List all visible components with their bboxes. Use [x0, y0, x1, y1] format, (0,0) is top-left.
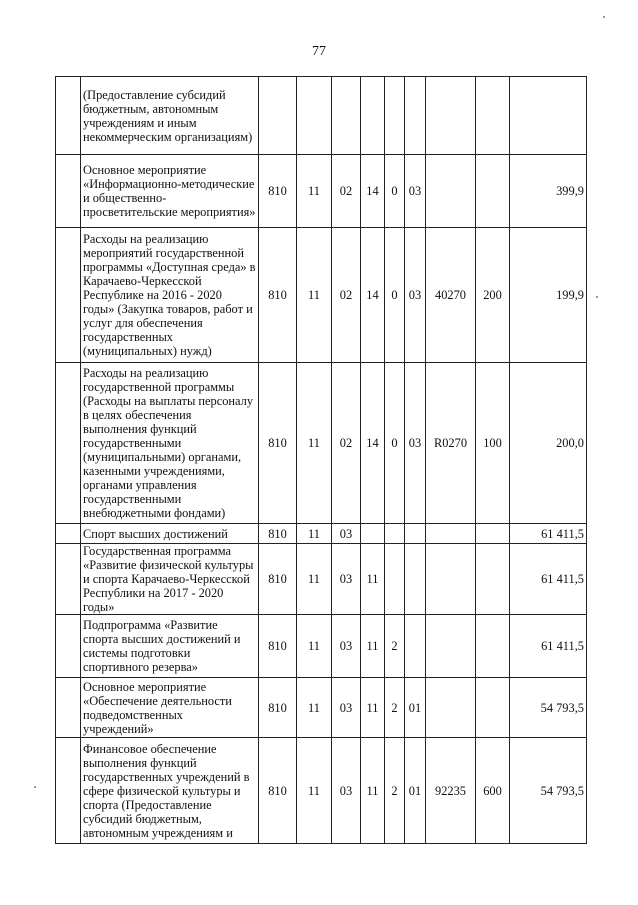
- grbs-cell: 810: [259, 524, 297, 544]
- page-number: 77: [312, 44, 326, 59]
- section-cell: 11: [297, 678, 332, 738]
- row-margin-cell: [56, 155, 81, 228]
- main-event-cell: 01: [405, 678, 426, 738]
- table-row: [56, 228, 587, 363]
- main-event-cell: [405, 615, 426, 678]
- program-cell: 11: [361, 544, 385, 615]
- section-cell: 11: [297, 228, 332, 363]
- table-row: [56, 155, 587, 228]
- amount-cell: 399,9: [510, 155, 587, 228]
- row-name-cell: Спорт высших достижений: [81, 524, 259, 544]
- subprogram-cell: 2: [385, 678, 405, 738]
- subprogram-cell: 0: [385, 228, 405, 363]
- table-row: [56, 363, 587, 524]
- table-row: [56, 738, 587, 844]
- expense-type-cell: 600: [476, 738, 510, 844]
- row-name-cell: Государственная программа «Развитие физической культуры и спорта Карачаево-Черкесской Республики на 2017 - 2020 годы»: [81, 544, 259, 615]
- table-row: [56, 615, 587, 678]
- amount-cell: 54 793,5: [510, 738, 587, 844]
- subsection-cell: 02: [332, 228, 361, 363]
- subprogram-cell: 0: [385, 155, 405, 228]
- table-row: [56, 678, 587, 738]
- expense-type-cell: [476, 524, 510, 544]
- subsection-cell: 02: [332, 155, 361, 228]
- grbs-cell: 810: [259, 615, 297, 678]
- direction-cell: [426, 155, 476, 228]
- direction-cell: [426, 615, 476, 678]
- row-name-cell: Основное мероприятие «Информационно-методические и общественно-просветительские мероприятия»: [81, 155, 259, 228]
- expense-type-cell: 200: [476, 228, 510, 363]
- row-margin-cell: [56, 524, 81, 544]
- row-name-cell: Финансовое обеспечение выполнения функций государственных учреждений в сфере физической культуры и спорта (Предоставление субсидий бюджетным, автономным учреждениям и: [81, 738, 259, 844]
- amount-cell: 61 411,5: [510, 524, 587, 544]
- subsection-cell: 03: [332, 524, 361, 544]
- main-event-cell: [405, 77, 426, 155]
- row-name-cell: Основное мероприятие «Обеспечение деятельности подведомственных учреждений»: [81, 678, 259, 738]
- row-name-cell: Подпрограмма «Развитие спорта высших достижений и системы подготовки спортивного резерва»: [81, 615, 259, 678]
- subprogram-cell: [385, 77, 405, 155]
- row-name-cell: (Предоставление субсидий бюджетным, автономным учреждениям и иным некоммерческим организациям): [81, 77, 259, 155]
- direction-cell: R0270: [426, 363, 476, 524]
- amount-cell: [510, 77, 587, 155]
- program-cell: 11: [361, 615, 385, 678]
- subsection-cell: 03: [332, 678, 361, 738]
- row-margin-cell: [56, 678, 81, 738]
- row-name-cell: Расходы на реализацию государственной программы (Расходы на выплаты персоналу в целях обеспечения выполнения функций государственными (муниципальными) органами, казенными учреждениями, органами управления государственными внебюджетными фондами): [81, 363, 259, 524]
- expense-type-cell: [476, 544, 510, 615]
- amount-cell: 199,9: [510, 228, 587, 363]
- main-event-cell: [405, 524, 426, 544]
- scan-speck: [603, 16, 605, 18]
- program-cell: 14: [361, 363, 385, 524]
- scan-speck: [34, 786, 36, 788]
- section-cell: 11: [297, 155, 332, 228]
- table-row: [56, 77, 587, 155]
- expense-type-cell: [476, 155, 510, 228]
- program-cell: [361, 524, 385, 544]
- section-cell: 11: [297, 615, 332, 678]
- program-cell: 11: [361, 678, 385, 738]
- subsection-cell: 03: [332, 615, 361, 678]
- program-cell: 11: [361, 738, 385, 844]
- direction-cell: [426, 544, 476, 615]
- section-cell: 11: [297, 363, 332, 524]
- program-cell: 14: [361, 228, 385, 363]
- subprogram-cell: 2: [385, 738, 405, 844]
- expense-type-cell: [476, 615, 510, 678]
- subsection-cell: [332, 77, 361, 155]
- program-cell: 14: [361, 155, 385, 228]
- amount-cell: 54 793,5: [510, 678, 587, 738]
- section-cell: 11: [297, 544, 332, 615]
- direction-cell: 40270: [426, 228, 476, 363]
- direction-cell: [426, 524, 476, 544]
- expense-type-cell: 100: [476, 363, 510, 524]
- row-margin-cell: [56, 615, 81, 678]
- subprogram-cell: [385, 524, 405, 544]
- section-cell: 11: [297, 738, 332, 844]
- subprogram-cell: 0: [385, 363, 405, 524]
- row-margin-cell: [56, 738, 81, 844]
- table-row: [56, 544, 587, 615]
- section-cell: 11: [297, 524, 332, 544]
- row-name-cell: Расходы на реализацию мероприятий государственной программы «Доступная среда» в Карачаево-Черкесской Республике на 2016 - 2020 годы» (Закупка товаров, работ и услуг для обеспечения государственных (муниципальных) нужд): [81, 228, 259, 363]
- table-row: [56, 524, 587, 544]
- program-cell: [361, 77, 385, 155]
- budget-table: [55, 76, 587, 844]
- main-event-cell: 01: [405, 738, 426, 844]
- main-event-cell: [405, 544, 426, 615]
- grbs-cell: 810: [259, 544, 297, 615]
- subsection-cell: 03: [332, 738, 361, 844]
- amount-cell: 61 411,5: [510, 544, 587, 615]
- subsection-cell: 03: [332, 544, 361, 615]
- grbs-cell: 810: [259, 228, 297, 363]
- row-margin-cell: [56, 77, 81, 155]
- direction-cell: [426, 678, 476, 738]
- row-margin-cell: [56, 228, 81, 363]
- row-margin-cell: [56, 544, 81, 615]
- subsection-cell: 02: [332, 363, 361, 524]
- main-event-cell: 03: [405, 363, 426, 524]
- amount-cell: 200,0: [510, 363, 587, 524]
- direction-cell: [426, 77, 476, 155]
- grbs-cell: 810: [259, 738, 297, 844]
- main-event-cell: 03: [405, 155, 426, 228]
- subprogram-cell: 2: [385, 615, 405, 678]
- grbs-cell: 810: [259, 363, 297, 524]
- grbs-cell: [259, 77, 297, 155]
- expense-type-cell: [476, 77, 510, 155]
- row-margin-cell: [56, 363, 81, 524]
- amount-cell: 61 411,5: [510, 615, 587, 678]
- main-event-cell: 03: [405, 228, 426, 363]
- grbs-cell: 810: [259, 155, 297, 228]
- subprogram-cell: [385, 544, 405, 615]
- direction-cell: 92235: [426, 738, 476, 844]
- expense-type-cell: [476, 678, 510, 738]
- grbs-cell: 810: [259, 678, 297, 738]
- scan-speck: [596, 296, 598, 298]
- section-cell: [297, 77, 332, 155]
